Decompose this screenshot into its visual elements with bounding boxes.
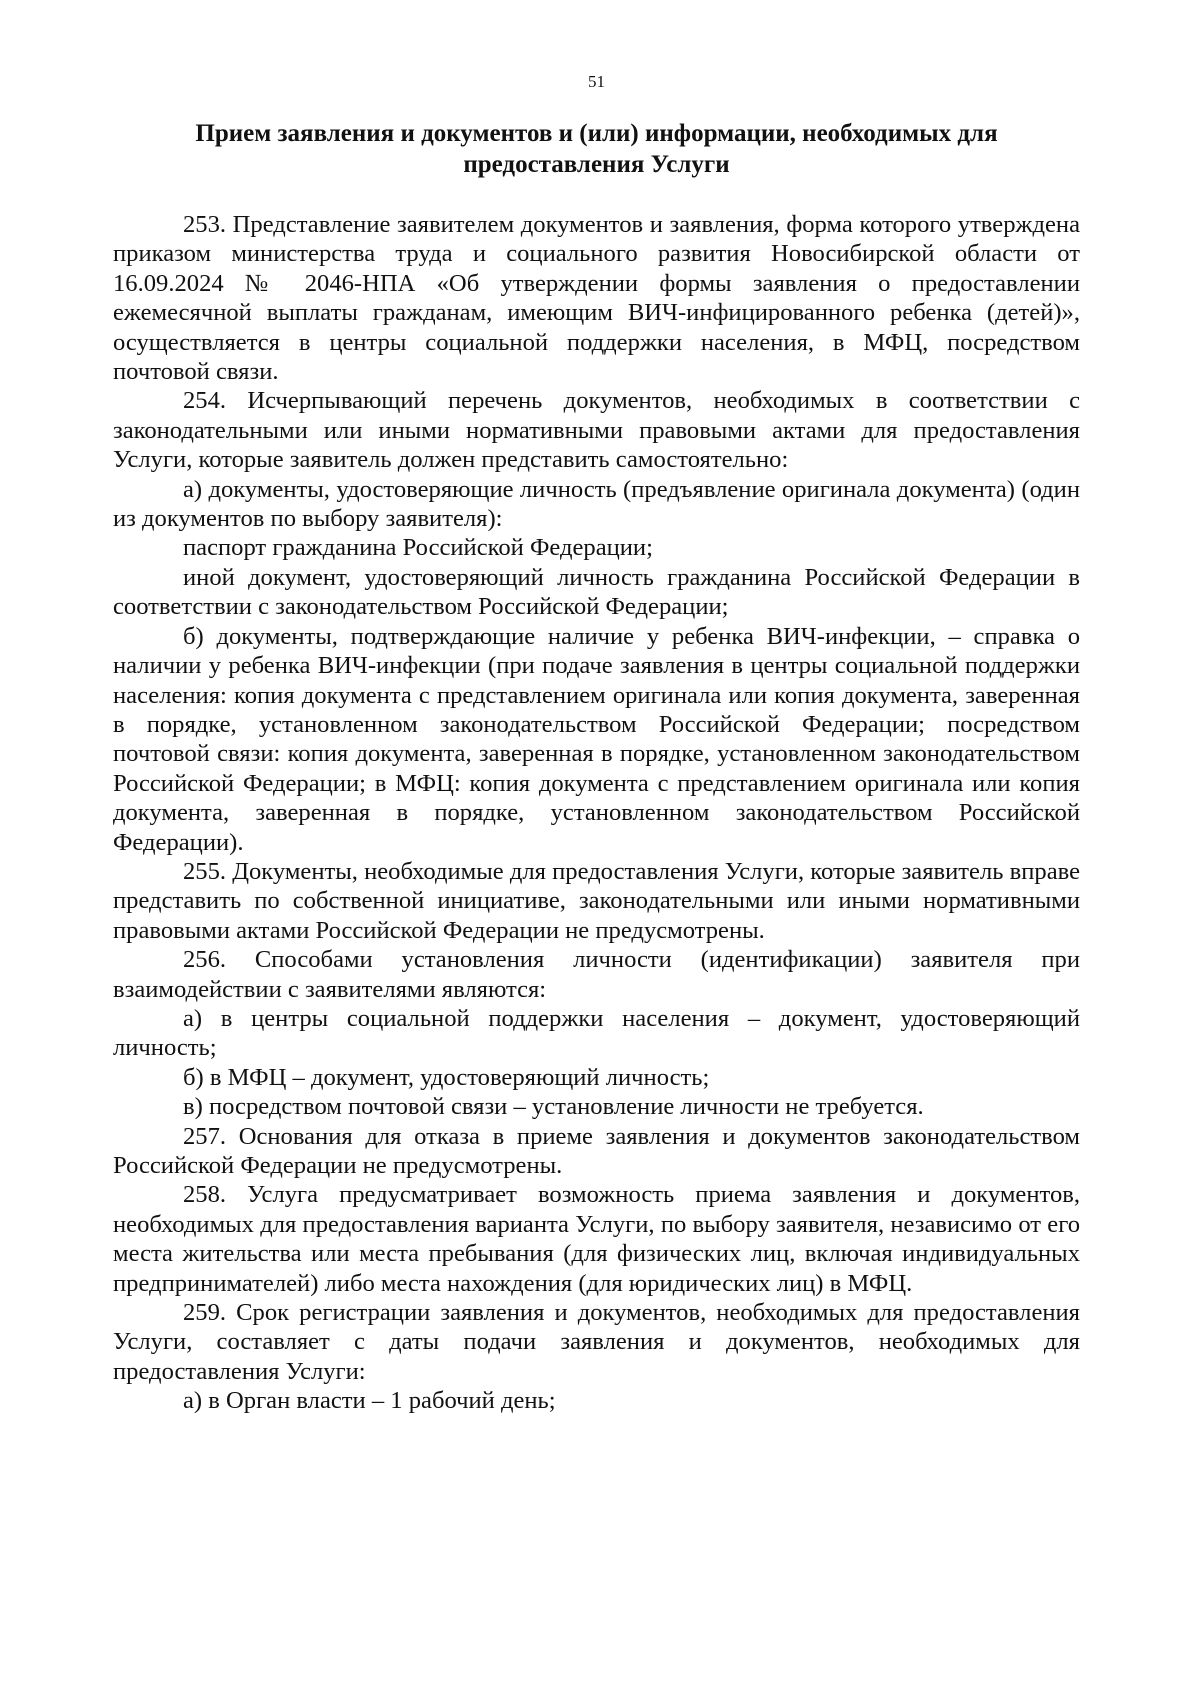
paragraph-257: 257. Основания для отказа в приеме заявления и документов законодательством Российской Федерации не предусмотрены. (113, 1122, 1080, 1179)
section-heading: Прием заявления и документов и (или) информации, необходимых для предоставления Услуги (195, 120, 998, 178)
paragraph-258: 258. Услуга предусматривает возможность приема заявления и документов, необходимых для предоставления варианта Услуги, по выбору заявителя, независимо от его места жительства или места пребывания (для физических лиц, включая индивидуальных предпринимателей) либо места нахождения (для юридических лиц) в МФЦ. (113, 1181, 1080, 1297)
paragraph-254-item-a: а) документы, удостоверяющие личность (предъявление оригинала документа) (один из документов по выбору заявителя): (113, 475, 1080, 533)
paragraph-254-item-b: б) документы, подтверждающие наличие у ребенка ВИЧ-инфекции, – справка о наличии у ребенка ВИЧ-инфекции (при подаче заявления в центры социальной поддержки населения: копия документа с представлением оригинала или копия документа, заверенная в порядке, установленном законодательством Российской Федерации; посредством почтовой связи: копия документа, заверенная в порядке, установленном законодательством Российской Федерации; в МФЦ: копия документа с представлением оригинала или копия документа, заверенная в порядке, установленном законодательством Российской Федерации). (113, 622, 1080, 856)
paragraph-256-item-b: б) в МФЦ – документ, удостоверяющий личность; (183, 1063, 710, 1091)
paragraph-256-item-a: а) в центры социальной поддержки населения – документ, удостоверяющий личность; (113, 1004, 1080, 1062)
paragraph-256: 256. Способами установления личности (идентификации) заявителя при взаимодействии с заявителями являются: (113, 946, 1080, 1003)
paragraph-259-item-a: а) в Орган власти – 1 рабочий день; (183, 1387, 556, 1415)
paragraph-254-other-id: иной документ, удостоверяющий личность гражданина Российской Федерации в соответствии с законодательством Российской Федерации; (113, 563, 1080, 621)
paragraph-256-item-c: в) посредством почтовой связи – установление личности не требуется. (183, 1093, 924, 1121)
paragraph-254: 254. Исчерпывающий перечень документов, необходимых в соответствии с законодательными или иными нормативными правовыми актами для предоставления Услуги, которые заявитель должен представить самостоятельно: (113, 387, 1080, 474)
paragraph-254-passport: паспорт гражданина Российской Федерации; (183, 534, 653, 562)
paragraph-259: 259. Срок регистрации заявления и документов, необходимых для предоставления Услуги, составляет с даты подачи заявления и документов, необходимых для предоставления Услуги: (113, 1299, 1080, 1385)
page-number: 51 (588, 72, 605, 91)
document-body (113, 210, 1080, 1416)
paragraph-253: 253. Представление заявителем документов и заявления, форма которого утверждена приказом министерства труда и социального развития Новосибирской области от 16.09.2024 № 2046-НПА «Об утверждении формы заявления о предоставлении ежемесячной выплаты гражданам, имеющим ВИЧ-инфицированного ребенка (детей)», осуществляется в центры социальной поддержки населения, в МФЦ, посредством почтовой связи. (113, 211, 1080, 386)
paragraph-255: 255. Документы, необходимые для предоставления Услуги, которые заявитель вправе представить по собственной инициативе, законодательными или иными нормативными правовыми актами Российской Федерации не предусмотрены. (113, 857, 1080, 944)
